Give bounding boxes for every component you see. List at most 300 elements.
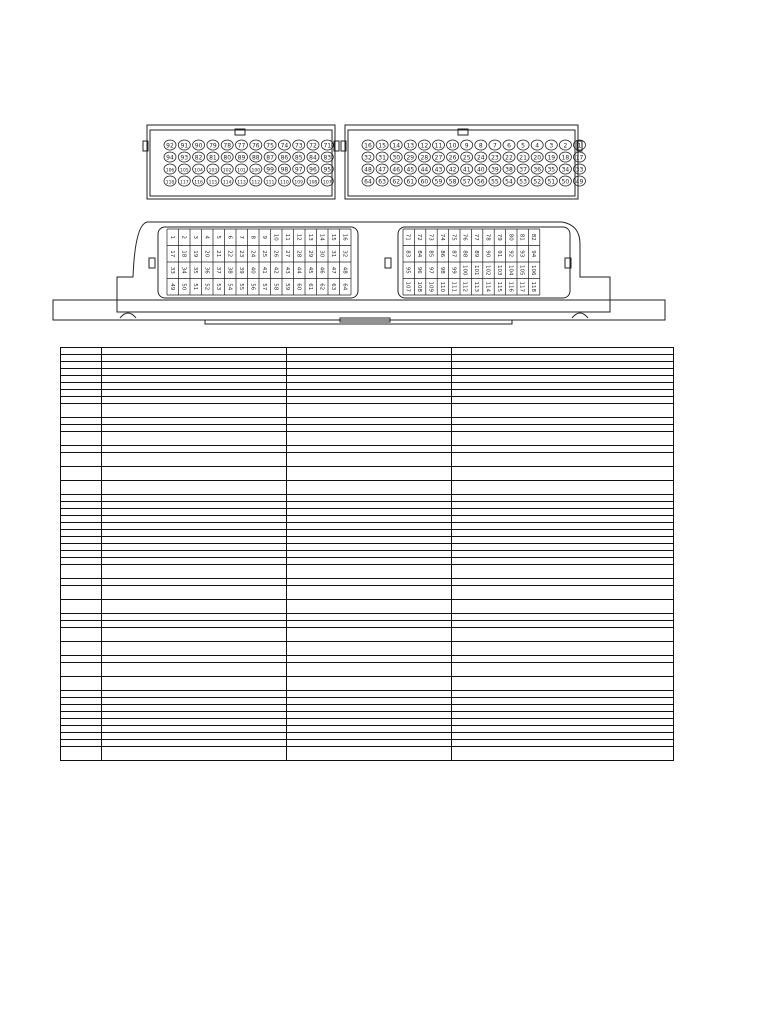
table-cell: [452, 600, 674, 614]
pin: [418, 152, 430, 162]
pin-label: 61: [306, 283, 313, 291]
pin-label: 91: [495, 250, 502, 258]
table-cell: [61, 523, 102, 530]
pin: [307, 152, 319, 162]
pin-label: 60: [420, 178, 429, 186]
pin-label: 16: [341, 233, 348, 241]
pin: [293, 164, 305, 174]
pin-label: 42: [272, 266, 279, 274]
pin-label: 72: [309, 142, 317, 150]
table-cell: [61, 404, 102, 418]
table-cell: [452, 733, 674, 740]
table-cell: [452, 418, 674, 425]
table-cell: [452, 390, 674, 397]
pin-label: 13: [406, 142, 415, 150]
table-row: [61, 565, 674, 579]
table-cell: [287, 747, 452, 761]
pin-label: 34: [561, 166, 570, 174]
table-cell: [287, 544, 452, 551]
pin: [404, 176, 416, 186]
pin-label: 51: [547, 178, 556, 186]
table-row: [61, 362, 674, 369]
pin-label: 61: [406, 178, 415, 186]
pin-label: 57: [462, 178, 471, 186]
table-cell: [102, 355, 287, 362]
table-row: [61, 691, 674, 698]
table-cell: [61, 495, 102, 502]
pin-label: 17: [575, 154, 584, 162]
pin-label: 60: [295, 283, 302, 291]
table-cell: [452, 747, 674, 761]
table-row: [61, 698, 674, 705]
table-cell: [287, 712, 452, 719]
pin: [404, 140, 416, 150]
table-cell: [287, 565, 452, 579]
table-cell: [61, 446, 102, 453]
table-cell: [287, 369, 452, 376]
table-cell: [287, 383, 452, 390]
pin-label: 56: [476, 178, 485, 186]
pin-label: 89: [473, 250, 480, 258]
pin-label: 47: [378, 166, 386, 174]
table-cell: [102, 726, 287, 733]
table-cell: [102, 705, 287, 712]
pin: [447, 164, 459, 174]
pin-label: 25: [462, 154, 471, 162]
table-cell: [61, 621, 102, 628]
pin-label: 36: [533, 166, 542, 174]
table-cell: [61, 383, 102, 390]
pin: [475, 152, 487, 162]
table-cell: [452, 376, 674, 383]
pin-label: 43: [434, 166, 443, 174]
table-cell: [452, 481, 674, 495]
table-cell: [102, 502, 287, 509]
pin-label: 73: [294, 142, 303, 150]
pin-label: 84: [416, 250, 423, 258]
table-cell: [61, 502, 102, 509]
table-row: [61, 579, 674, 586]
table-cell: [287, 677, 452, 691]
pin-label: 74: [280, 142, 289, 150]
table-cell: [102, 544, 287, 551]
table-cell: [287, 614, 452, 621]
table-cell: [102, 586, 287, 600]
table-row: [61, 383, 674, 390]
pin-label: 49: [168, 283, 175, 291]
pin: [321, 176, 333, 186]
pin: [236, 140, 248, 150]
pin-label: 111: [265, 180, 275, 186]
table-row: [61, 467, 674, 481]
table-row: [61, 628, 674, 642]
table-cell: [61, 691, 102, 698]
pin-label: 59: [434, 178, 443, 186]
table-cell: [61, 663, 102, 677]
table-row: [61, 719, 674, 726]
pin-label: 12: [295, 233, 302, 241]
table-cell: [452, 453, 674, 467]
table-cell: [452, 726, 674, 733]
table-row: [61, 740, 674, 747]
pin-label: 5: [214, 235, 221, 239]
table-cell: [287, 425, 452, 432]
table-row: [61, 453, 674, 467]
pin-label: 12: [420, 142, 429, 150]
table-cell: [102, 740, 287, 747]
table-cell: [452, 446, 674, 453]
table-cell: [61, 348, 102, 355]
pin: [475, 164, 487, 174]
pin-label: 29: [306, 250, 313, 258]
pin-label: 47: [329, 266, 336, 274]
table-cell: [287, 628, 452, 642]
pin-label: 40: [249, 266, 256, 274]
pin: [503, 140, 515, 150]
table-cell: [452, 565, 674, 579]
pin-label: 103: [495, 265, 502, 276]
pin-label: 23: [237, 250, 244, 258]
table-row: [61, 432, 674, 446]
table-cell: [287, 446, 452, 453]
pin-label: 39: [491, 166, 499, 174]
pin: [390, 140, 402, 150]
table-cell: [61, 369, 102, 376]
pin: [461, 164, 473, 174]
pin: [489, 152, 501, 162]
pin-assignment-table: [60, 347, 674, 761]
table-cell: [287, 348, 452, 355]
pin-label: 37: [519, 166, 527, 174]
table-cell: [61, 747, 102, 761]
pin-label: 100: [461, 265, 468, 276]
pin-label: 111: [450, 281, 457, 292]
table-cell: [287, 467, 452, 481]
pin-label: 22: [226, 250, 233, 258]
pin: [307, 176, 319, 186]
table-cell: [452, 719, 674, 726]
pin-label: 9: [464, 142, 469, 150]
table-cell: [102, 733, 287, 740]
pin-label: 40: [476, 166, 485, 174]
table-cell: [102, 712, 287, 719]
table-cell: [102, 390, 287, 397]
pin: [250, 164, 262, 174]
table-cell: [452, 404, 674, 418]
table-cell: [287, 418, 452, 425]
table-row: [61, 621, 674, 628]
table-cell: [452, 663, 674, 677]
table-cell: [287, 705, 452, 712]
pin: [307, 140, 319, 150]
pin-label: 41: [260, 266, 267, 274]
table-cell: [61, 453, 102, 467]
pin-label: 4: [535, 142, 540, 150]
table-row: [61, 642, 674, 656]
table-cell: [102, 376, 287, 383]
pin-label: 38: [505, 166, 513, 174]
table-cell: [61, 516, 102, 523]
pin: [545, 152, 557, 162]
table-cell: [61, 740, 102, 747]
pin-label: 27: [434, 154, 443, 162]
pin-label: 118: [530, 281, 537, 292]
table-cell: [452, 621, 674, 628]
table-cell: [452, 362, 674, 369]
pin-label: 92: [507, 250, 514, 258]
table-cell: [452, 467, 674, 481]
table-cell: [102, 656, 287, 663]
pin: [559, 152, 571, 162]
table-cell: [452, 705, 674, 712]
table-cell: [61, 614, 102, 621]
pin-label: 30: [392, 154, 401, 162]
pin-label: 3: [191, 235, 198, 239]
table-cell: [102, 453, 287, 467]
table-cell: [452, 383, 674, 390]
pin: [362, 140, 374, 150]
pin: [278, 152, 290, 162]
pin-label: 46: [318, 266, 325, 274]
pin: [307, 164, 319, 174]
table-cell: [287, 663, 452, 677]
pin-label: 78: [223, 142, 232, 150]
table-row: [61, 677, 674, 691]
table-cell: [61, 698, 102, 705]
pin: [574, 164, 586, 174]
pin-label: 57: [260, 283, 267, 291]
table-cell: [61, 726, 102, 733]
pin-label: 85: [294, 154, 303, 162]
table-cell: [102, 628, 287, 642]
table-row: [61, 397, 674, 404]
pin-label: 84: [309, 154, 317, 162]
pin: [517, 140, 529, 150]
pin-label: 8: [249, 235, 256, 239]
table-cell: [61, 397, 102, 404]
table-cell: [452, 558, 674, 565]
table-cell: [61, 656, 102, 663]
pin-label: 45: [306, 266, 313, 274]
table-row: [61, 502, 674, 509]
table-row: [61, 376, 674, 383]
pin-label: 30: [318, 250, 325, 258]
pin-label: 105: [180, 168, 189, 174]
pin-label: 98: [438, 266, 445, 274]
pin-label: 73: [427, 233, 434, 241]
pin: [250, 152, 262, 162]
table-cell: [102, 383, 287, 390]
pin-label: 100: [251, 168, 261, 174]
pin-label: 112: [461, 281, 468, 292]
pin-label: 113: [473, 281, 480, 292]
pin-label: 102: [222, 168, 232, 174]
pin: [278, 164, 290, 174]
pin-label: 85: [427, 250, 434, 258]
pin-label: 88: [461, 250, 468, 258]
pin-label: 6: [507, 142, 511, 150]
pin-label: 62: [318, 283, 325, 291]
pin-label: 54: [505, 178, 513, 186]
table-cell: [452, 425, 674, 432]
housing-right-pin-grid: [403, 229, 540, 295]
pin-label: 108: [308, 180, 318, 186]
pin-label: 14: [392, 142, 401, 150]
table-cell: [452, 523, 674, 530]
pin: [193, 152, 205, 162]
table-cell: [61, 355, 102, 362]
pin-label: 36: [203, 266, 210, 274]
pin: [376, 140, 388, 150]
table-row: [61, 495, 674, 502]
table-cell: [287, 733, 452, 740]
table-cell: [102, 621, 287, 628]
pin-label: 7: [492, 142, 497, 150]
table-row: [61, 425, 674, 432]
pin: [236, 164, 248, 174]
pin: [531, 176, 543, 186]
pin-label: 86: [280, 154, 289, 162]
pin-label: 53: [519, 178, 527, 186]
table-row: [61, 509, 674, 516]
pin-label: 80: [223, 154, 232, 162]
table-cell: [452, 740, 674, 747]
table-cell: [452, 397, 674, 404]
pin-table-body: [61, 348, 674, 761]
table-cell: [287, 530, 452, 537]
pin-label: 82: [194, 154, 203, 162]
pin: [178, 140, 190, 150]
table-cell: [61, 418, 102, 425]
pin: [475, 176, 487, 186]
pin-label: 11: [434, 142, 443, 150]
table-row: [61, 516, 674, 523]
table-cell: [102, 558, 287, 565]
pin-label: 81: [518, 233, 525, 241]
table-cell: [287, 453, 452, 467]
pin: [447, 140, 459, 150]
pin-label: 2: [563, 142, 568, 150]
table-cell: [287, 579, 452, 586]
pin: [178, 152, 190, 162]
table-row: [61, 600, 674, 614]
table-cell: [61, 600, 102, 614]
table-cell: [287, 726, 452, 733]
table-row: [61, 747, 674, 761]
table-row: [61, 404, 674, 418]
pin: [164, 176, 176, 186]
pin: [278, 140, 290, 150]
ecu-housing: [53, 222, 665, 324]
pin: [545, 164, 557, 174]
pin: [545, 140, 557, 150]
pin-label: 37: [214, 266, 221, 274]
table-cell: [452, 537, 674, 544]
table-cell: [452, 544, 674, 551]
pin-label: 83: [323, 154, 332, 162]
table-cell: [61, 719, 102, 726]
table-cell: [452, 677, 674, 691]
pin-label: 14: [318, 233, 325, 241]
pin: [433, 164, 445, 174]
table-row: [61, 726, 674, 733]
table-cell: [61, 537, 102, 544]
table-cell: [102, 614, 287, 621]
pin-label: 107: [404, 281, 411, 292]
pin-label: 90: [194, 142, 203, 150]
pin-label: 10: [448, 142, 457, 150]
table-cell: [287, 495, 452, 502]
table-cell: [452, 579, 674, 586]
pin-label: 93: [180, 154, 189, 162]
pin-label: 105: [518, 265, 525, 276]
table-cell: [452, 355, 674, 362]
pin-label: 38: [226, 266, 233, 274]
table-row: [61, 523, 674, 530]
table-cell: [102, 691, 287, 698]
table-cell: [452, 628, 674, 642]
pin-label: 64: [364, 178, 372, 186]
table-cell: [452, 586, 674, 600]
pin-label: 4: [203, 235, 210, 239]
pin-label: 87: [450, 250, 457, 258]
table-cell: [61, 467, 102, 481]
table-cell: [61, 551, 102, 558]
pin-label: 44: [420, 166, 429, 174]
table-row: [61, 733, 674, 740]
pin: [221, 176, 233, 186]
pin: [376, 176, 388, 186]
pin-label: 96: [309, 166, 317, 174]
pin-label: 2: [180, 235, 187, 239]
table-cell: [452, 348, 674, 355]
pin: [531, 140, 543, 150]
table-cell: [102, 348, 287, 355]
pin: [461, 140, 473, 150]
table-row: [61, 481, 674, 495]
table-cell: [452, 642, 674, 656]
table-cell: [287, 600, 452, 614]
connector-diagram: [0, 0, 768, 345]
pin: [221, 164, 233, 174]
table-row: [61, 705, 674, 712]
table-cell: [102, 579, 287, 586]
pin-label: 63: [329, 283, 336, 291]
connector-a-pins: [164, 140, 333, 186]
table-cell: [102, 397, 287, 404]
table-cell: [287, 537, 452, 544]
table-cell: [102, 516, 287, 523]
table-cell: [287, 586, 452, 600]
table-cell: [102, 509, 287, 516]
pin-label: 15: [378, 142, 386, 150]
pin: [376, 152, 388, 162]
pin-label: 1: [577, 142, 582, 150]
pin-label: 96: [416, 266, 423, 274]
pin-label: 18: [180, 250, 187, 258]
table-cell: [287, 740, 452, 747]
table-cell: [61, 362, 102, 369]
table-cell: [61, 432, 102, 446]
pin: [447, 176, 459, 186]
pin-label: 27: [283, 250, 290, 258]
pin: [574, 152, 586, 162]
pin: [545, 176, 557, 186]
pin-label: 7: [237, 235, 244, 239]
pin: [264, 164, 276, 174]
pin-label: 114: [484, 281, 491, 292]
pin-label: 28: [420, 154, 429, 162]
